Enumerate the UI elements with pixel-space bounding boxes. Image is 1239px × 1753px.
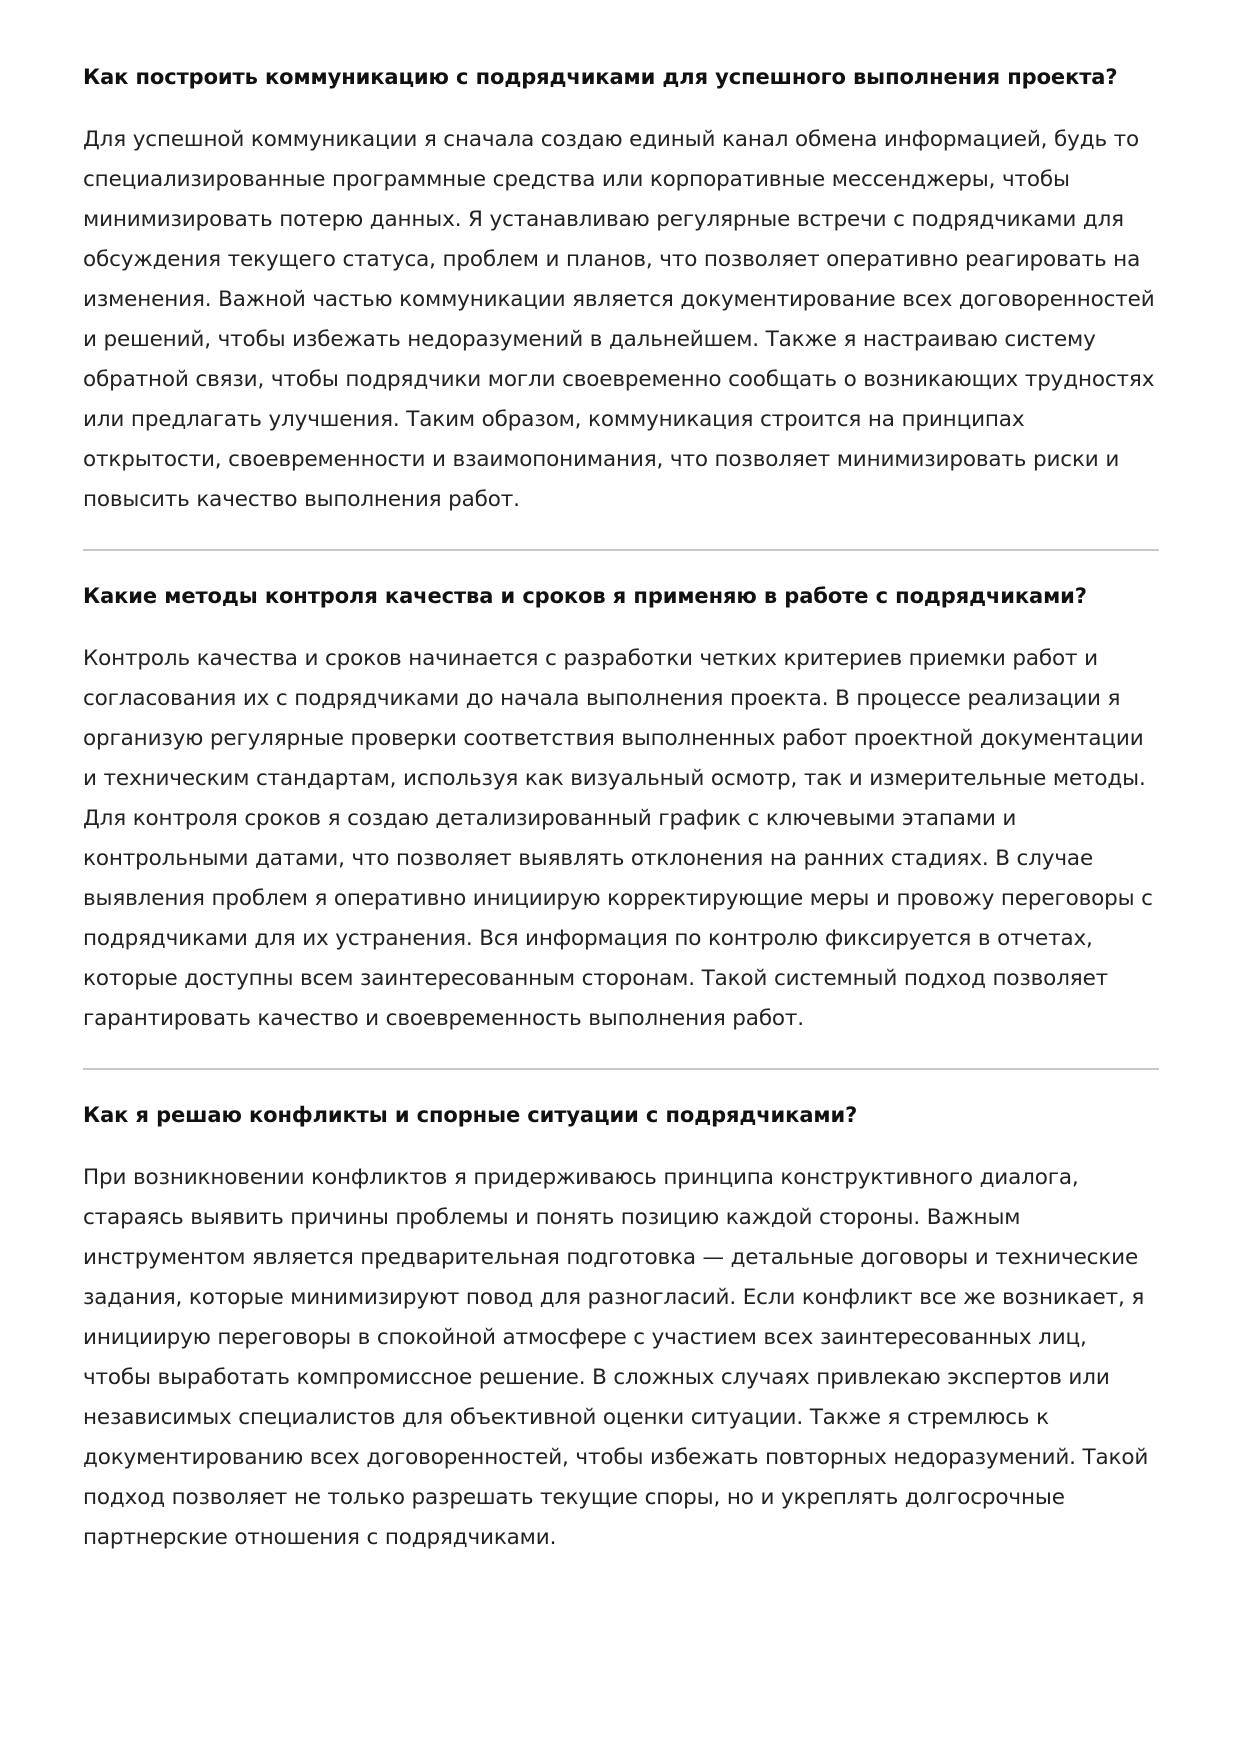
qa-section-quality-control xyxy=(83,581,1159,1039)
question-heading: Как я решаю конфликты и спорные ситуации с подрядчиками? xyxy=(83,1103,858,1127)
answer-paragraph: Для успешной коммуникации я сначала создаю единый канал обмена информацией, будь то специализированные программные средства или корпоративные мессенджеры, чтобы минимизировать потерю данных. Я устанавливаю регулярные встречи с подрядчиками для обсуждения текущего статуса, проблем и планов, что позволяет оперативно реагировать на изменения. Важной частью коммуникации является документирование всех договоренностей и решений, чтобы избежать недоразумений в дальнейшем. Также я настраиваю систему обратной связи, чтобы подрядчики могли своевременно сообщать о возникающих трудностях или предлагать улучшения. Таким образом, коммуникация строится на принципах открытости, своевременности и взаимопонимания, что позволяет минимизировать риски и повысить качество выполнения работ. xyxy=(83,127,1155,512)
question-heading: Какие методы контроля качества и сроков я применяю в работе с подрядчиками? xyxy=(83,584,1087,608)
qa-section-communication xyxy=(83,62,1159,520)
qa-section-conflicts xyxy=(83,1100,1159,1558)
answer-paragraph: При возникновении конфликтов я придерживаюсь принципа конструктивного диалога, стараясь выявить причины проблемы и понять позицию каждой стороны. Важным инструментом является предварительная подготовка — детальные договоры и технические задания, которые минимизируют повод для разногласий. Если конфликт все же возникает, я инициирую переговоры в спокойной атмосфере с участием всех заинтересованных лиц, чтобы выработать компромиссное решение. В сложных случаях привлекаю экспертов или независимых специалистов для объективной оценки ситуации. Также я стремлюсь к документированию всех договоренностей, чтобы избежать повторных недоразумений. Такой подход позволяет не только разрешать текущие споры, но и укреплять долгосрочные партнерские отношения с подрядчиками. xyxy=(83,1165,1149,1550)
section-divider xyxy=(83,549,1159,551)
section-divider xyxy=(83,1068,1159,1070)
answer-paragraph: Контроль качества и сроков начинается с разработки четких критериев приемки работ и согласования их с подрядчиками до начала выполнения проекта. В процессе реализации я организую регулярные проверки соответствия выполненных работ проектной документации и техническим стандартам, используя как визуальный осмотр, так и измерительные методы. Для контроля сроков я создаю детализированный график с ключевыми этапами и контрольными датами, что позволяет выявлять отклонения на ранних стадиях. В случае выявления проблем я оперативно инициирую корректирующие меры и провожу переговоры с подрядчиками для их устранения. Вся информация по контролю фиксируется в отчетах, которые доступны всем заинтересованным сторонам. Такой системный подход позволяет гарантировать качество и своевременность выполнения работ. xyxy=(83,646,1153,1031)
question-heading: Как построить коммуникацию с подрядчиками для успешного выполнения проекта? xyxy=(83,65,1118,89)
